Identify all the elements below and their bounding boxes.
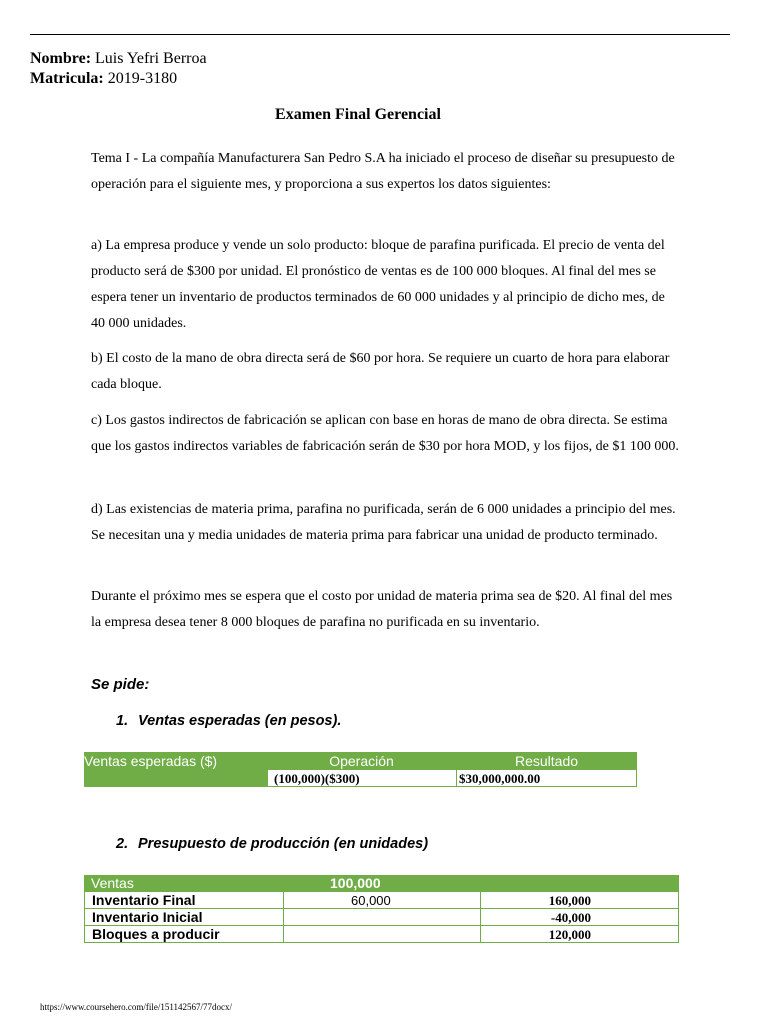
paragraph-intro: Tema I - La compañía Manufacturera San Pedro S.A ha iniciado el proceso de diseñar su presupuesto de operación para el siguiente mes, y proporciona a sus expertos los datos siguientes: [91, 151, 675, 192]
sales-header-operation: Operación [329, 753, 394, 769]
paragraph-a: a) La empresa produce y vende un solo producto: bloque de parafina purificada. El precio de venta del producto será de $300 por unidad. El pronóstico de ventas es de 100 000 bloques. Al final del mes se espera tener un inventario de productos terminados de 60 000 unidades y al principio de dicho mes, de 40 000 unidades. [91, 238, 665, 331]
production-header-value: 100,000 [330, 875, 381, 891]
id-label: Matricula: [30, 70, 104, 87]
id-value: 2019-3180 [107, 70, 178, 87]
top-rule [30, 34, 730, 35]
student-name-line [30, 49, 207, 68]
question-2-number: 2. [116, 836, 129, 852]
paragraph-e: Durante el próximo mes se espera que el costo por unidad de materia prima sea de $20. Al final del mes la empresa desea tener 8 000 bloques de parafina no purificada en su inventario. [91, 589, 673, 630]
paragraph-b: b) El costo de la mano de obra directa será de $60 por hora. Se requiere un cuarto de hora para elaborar cada bloque. [91, 351, 670, 392]
question-2-text: Presupuesto de producción (en unidades) [138, 836, 429, 852]
production-row-amount [283, 926, 480, 943]
question-1-number: 1. [116, 713, 129, 729]
student-id-line [30, 69, 177, 88]
production-row-label: Bloques a producir [84, 926, 283, 943]
production-row-amount: 60,000 [283, 892, 480, 909]
table-row [84, 892, 679, 909]
se-pide-heading: Se pide: [91, 676, 150, 693]
question-1 [116, 713, 341, 729]
production-header-result [480, 875, 679, 892]
question-2 [116, 836, 428, 852]
production-row-label: Inventario Inicial [84, 909, 283, 926]
name-value: Luis Yefri Berroa [95, 50, 207, 67]
production-row-total: 160,000 [480, 892, 679, 909]
production-row-amount [283, 909, 480, 926]
paragraph-c: c) Los gastos indirectos de fabricación se aplican con base en horas de mano de obra directa. Se estima que los gastos indirectos variables de fabricación serán de $30 por hora MOD, y los fijos, de $1 100 000. [91, 413, 679, 454]
footer-url[interactable]: https://www.coursehero.com/file/151142567/77docx/ [40, 1002, 233, 1012]
sales-result-value: $30,000,000.00 [456, 770, 637, 787]
sales-header-label: Ventas esperadas ($) [84, 753, 218, 769]
sales-table [84, 752, 637, 787]
question-1-text: Ventas esperadas (en pesos). [138, 713, 342, 729]
name-label: Nombre: [30, 50, 92, 67]
page-title: Examen Final Gerencial [275, 106, 441, 123]
production-row-total: -40,000 [480, 909, 679, 926]
production-header-label: Ventas [91, 875, 134, 891]
production-row-label: Inventario Final [84, 892, 283, 909]
production-table-header [84, 875, 679, 892]
sales-table-header [84, 752, 637, 770]
paragraph-d: d) Las existencias de materia prima, parafina no purificada, serán de 6 000 unidades a principio del mes. Se necesitan una y media unidades de materia prima para fabricar una unidad de producto terminado. [91, 502, 676, 543]
sales-row-label [84, 770, 267, 787]
table-row [84, 909, 679, 926]
production-table [84, 875, 679, 943]
sales-header-result: Resultado [514, 753, 579, 769]
table-row [84, 926, 679, 943]
production-row-total: 120,000 [480, 926, 679, 943]
sales-operation-value: (100,000)($300) [267, 770, 456, 787]
table-row [84, 770, 637, 787]
